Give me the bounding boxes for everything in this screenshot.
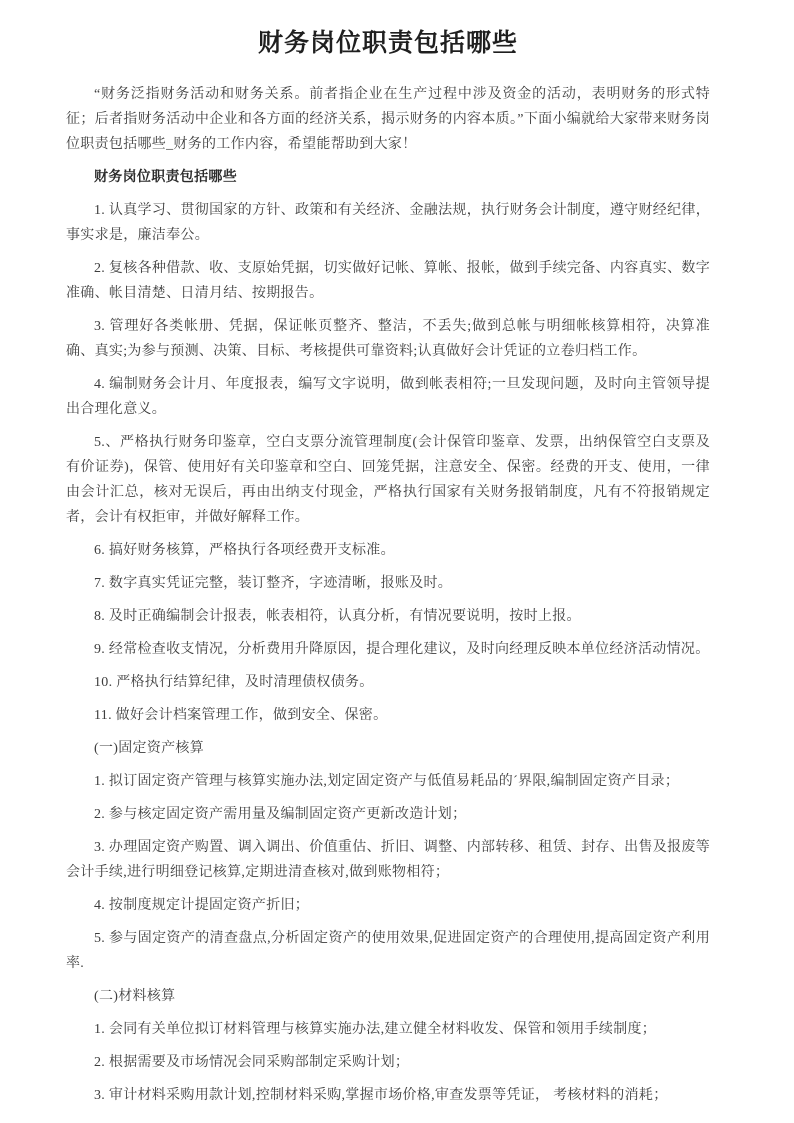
body-heading: 财务岗位职责包括哪些 (94, 170, 237, 185)
duty-item-2: 2. 复核各种借款、收、支原始凭据，切实做好记帐、算帐、报帐，做到手续完备、内容真实、数字准确、帐目清楚、日清月结、按期报告。 (66, 261, 710, 301)
materials-item-2: 2. 根据需要及市场情况会同采购部制定采购计划； (94, 1055, 410, 1070)
fixed-assets-item-3: 3. 办理固定资产购置、调入调出、价值重估、折旧、调整、内部转移、租赁、封存、出售及报废等会计手续,进行明细登记核算,定期进清查核对,做到账物相符； (66, 840, 710, 880)
duty-item-11: 11. 做好会计档案管理工作，做到安全、保密。 (94, 708, 388, 723)
materials-item-3: 3. 审计材料采购用款计划,控制材料采购,掌握市场价格,审查发票等凭证， 考核材料的消耗； (94, 1088, 668, 1103)
duty-item-1: 1. 认真学习、贯彻国家的方针、政策和有关经济、金融法规，执行财务会计制度，遵守财经纪律，事实求是，廉洁奉公。 (66, 203, 710, 243)
duty-item-7: 7. 数字真实凭证完整，装订整齐，字迹清晰，报账及时。 (94, 576, 453, 591)
duty-item-6: 6. 搞好财务核算，严格执行各项经费开支标准。 (94, 543, 395, 558)
fixed-assets-item-5: 5. 参与固定资产的清查盘点,分析固定资产的使用效果,促进固定资产的合理使用,提高固定资产利用率. (66, 931, 710, 971)
intro-paragraph: “财务泛指财务活动和财务关系。前者指企业在生产过程中涉及资金的活动，表明财务的形式特征；后者指财务活动中企业和各方面的经济关系，揭示财务的内容本质。”下面小编就给大家带来财务岗位职责包括哪些_财务的工作内容，希望能帮助到大家！ (66, 87, 710, 152)
fixed-assets-item-2: 2. 参与核定固定资产需用量及编制固定资产更新改造计划； (94, 807, 467, 822)
duty-item-5: 5.、严格执行财务印鉴章，空白支票分流管理制度(会计保管印鉴章、发票，出纳保管空白支票及有价证券)，保管、使用好有关印鉴章和空白、回笼凭据，注意安全、保密。经费的开支、使用，一律由会计汇总，核对无误后，再由出纳支付现金，严格执行国家有关财务报销制度，凡有不符报销规定者，会计有权拒审，并做好解释工作。 (66, 435, 710, 525)
duty-item-9: 9. 经常检查收支情况，分析费用升降原因，提合理化建议，及时向经理反映本单位经济活动情况。 (94, 642, 710, 657)
duty-item-3: 3. 管理好各类帐册、凭据，保证帐页整齐、整洁，不丢失;做到总帐与明细帐核算相符，决算准确、真实;为参与预测、决策、目标、考核提供可靠资料;认真做好会计凭证的立卷归档工作。 (66, 319, 710, 359)
materials-item-1: 1. 会同有关单位拟订材料管理与核算实施办法,建立健全材料收发、保管和领用手续制度； (94, 1022, 657, 1037)
section-heading-fixed-assets: (一)固定资产核算 (94, 741, 205, 756)
fixed-assets-item-1: 1. 拟订固定资产管理与核算实施办法,划定固定资产与低值易耗品的ˊ界限,编制固定资产目录； (94, 774, 680, 789)
duty-item-8: 8. 及时正确编制会计报表，帐表相符，认真分析，有情况要说明，按时上报。 (94, 609, 581, 624)
duty-item-4: 4. 编制财务会计月、年度报表，编写文字说明，做到帐表相符;一旦发现问题，及时向主管领导提出合理化意义。 (66, 377, 710, 417)
duty-item-10: 10. 严格执行结算纪律，及时清理债权债务。 (94, 675, 374, 690)
section-heading-materials: (二)材料核算 (94, 989, 176, 1004)
page-title: 财务岗位职责包括哪些 (257, 30, 518, 57)
fixed-assets-item-4: 4. 按制度规定计提固定资产折旧； (94, 898, 310, 913)
